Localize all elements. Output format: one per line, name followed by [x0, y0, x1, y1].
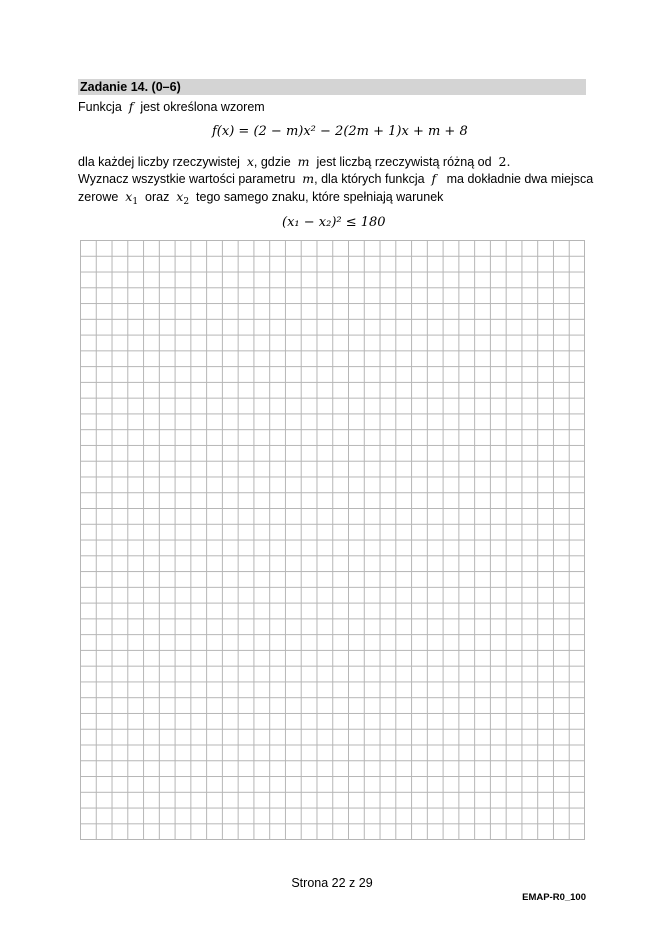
condition-text: (x₁ − x₂)² ≤ 180	[282, 215, 386, 230]
line4-part-a: zerowe	[78, 190, 119, 204]
line3-var-f: f	[431, 171, 437, 186]
formula-text: f(x) = (2 − m)x² − 2(2m + 1)x + m + 8	[212, 124, 468, 139]
condition-formula	[282, 214, 386, 232]
line4-sub1: 1	[132, 197, 139, 207]
line4-var-x1: x	[125, 189, 133, 204]
task-title: Zadanie 14. (0–6)	[80, 80, 181, 94]
line3-var-m: m	[302, 171, 315, 186]
line2-part-a: dla każdej liczby rzeczywistej	[78, 155, 240, 169]
line2-var-m: m	[297, 154, 310, 169]
main-formula	[212, 123, 468, 141]
line4-part-c: tego samego znaku, które spełniają warunek	[196, 190, 444, 204]
line2-part-c: jest liczbą rzeczywistą różną od	[316, 155, 492, 169]
line1-var-f: f	[128, 99, 134, 114]
line4-sub2: 2	[183, 197, 190, 207]
task-line-4	[78, 189, 443, 210]
line2-part-b: , gdzie	[253, 155, 291, 169]
line4-var-x2: x	[176, 189, 184, 204]
line1-suffix: jest określona wzorem	[140, 100, 265, 114]
task-line-2	[78, 154, 510, 170]
line3-part-b: , dla których funkcja	[314, 172, 425, 186]
line2-var-x: x	[246, 154, 254, 169]
task-line-3	[78, 171, 593, 187]
line3-part-c: ma dokładnie dwa miejsca	[446, 172, 594, 186]
document-code: EMAP-R0_100	[522, 892, 586, 903]
page-number: Strona 22 z 29	[291, 876, 373, 890]
task-header	[78, 79, 586, 95]
line3-part-a: Wyznacz wszystkie wartości parametru	[78, 172, 296, 186]
answer-grid[interactable]	[80, 240, 585, 840]
task-line-1	[78, 99, 265, 115]
line2-value: 2.	[498, 154, 511, 169]
line1-prefix: Funkcja	[78, 100, 122, 114]
line4-part-b: oraz	[145, 190, 170, 204]
